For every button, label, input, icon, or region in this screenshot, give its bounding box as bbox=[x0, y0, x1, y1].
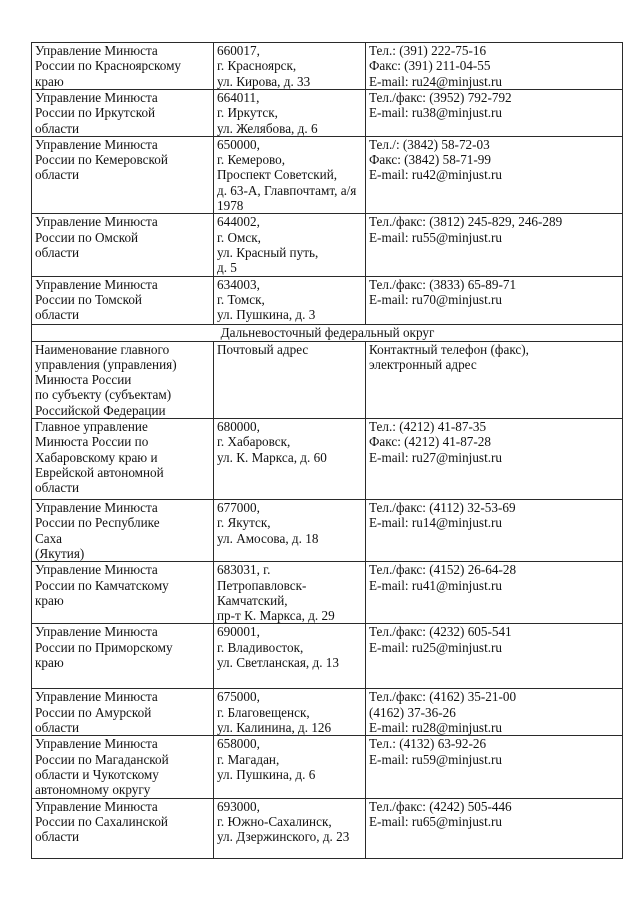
address-line: г. Красноярск, bbox=[217, 58, 297, 74]
cell-address bbox=[214, 214, 366, 276]
cell-address bbox=[214, 689, 366, 736]
contacts-line[interactable]: E-mail: ru70@minjust.ru bbox=[369, 291, 503, 307]
contacts-line: Тел./факс: (3952) 792-792 bbox=[369, 90, 512, 105]
contacts-line[interactable]: E-mail: ru38@minjust.ru bbox=[369, 105, 503, 121]
cell-address bbox=[214, 562, 366, 624]
far-east-rows bbox=[32, 419, 623, 858]
contacts-line: Тел./факс: (4112) 32-53-69 bbox=[369, 500, 516, 516]
address-line: ул. Калинина, д. 126 bbox=[217, 720, 332, 736]
name-line: России по Камчатскому bbox=[35, 577, 169, 593]
address-line: 677000, bbox=[217, 500, 260, 516]
address-line: ул. Желябова, д. 6 bbox=[217, 120, 318, 136]
contacts-line: Тел.: (391) 222-75-16 bbox=[369, 43, 487, 58]
name-line: области bbox=[35, 244, 80, 260]
address-line: 683031, г. bbox=[217, 562, 271, 578]
address-line: Петропавловск- bbox=[217, 577, 307, 593]
contacts-line[interactable]: E-mail: ru59@minjust.ru bbox=[369, 751, 503, 767]
contacts-line: Тел.: (4212) 41-87-35 bbox=[369, 419, 487, 435]
name-line: автономному округу bbox=[35, 782, 151, 798]
name-line: Саха bbox=[35, 530, 62, 546]
cell-address bbox=[214, 136, 366, 213]
table-row bbox=[32, 90, 623, 137]
cell-contacts bbox=[366, 136, 623, 213]
name-line: краю bbox=[35, 655, 64, 671]
header-line: Контактный телефон (факс), bbox=[369, 341, 529, 357]
cell-contacts bbox=[366, 419, 623, 500]
header-line: по субъекту (субъектам) bbox=[35, 387, 172, 403]
name-line: Управление Минюста bbox=[35, 562, 158, 578]
address-line: г. Кемерово, bbox=[217, 152, 286, 168]
address-line: 650000, bbox=[217, 136, 260, 152]
address-line: ул. Дзержинского, д. 23 bbox=[217, 829, 350, 845]
address-line: 1978 bbox=[217, 198, 244, 214]
name-line: России по Республике bbox=[35, 515, 160, 531]
header-line: Наименование главного bbox=[35, 341, 170, 357]
table-row bbox=[32, 276, 623, 324]
name-line: России по Томской bbox=[35, 291, 142, 307]
table-row bbox=[32, 214, 623, 276]
name-line: России по Иркутской bbox=[35, 105, 156, 121]
cell-name bbox=[32, 276, 214, 324]
cell-contacts bbox=[366, 90, 623, 137]
address-line: 658000, bbox=[217, 736, 260, 752]
contacts-line[interactable]: E-mail: ru41@minjust.ru bbox=[369, 577, 503, 593]
address-line: г. Хабаровск, bbox=[217, 434, 291, 450]
address-line: ул. Светланская, д. 13 bbox=[217, 655, 339, 671]
header-line: Российской Федерации bbox=[35, 402, 166, 418]
cell-contacts bbox=[366, 689, 623, 736]
table-row bbox=[32, 689, 623, 736]
name-line: Управление Минюста bbox=[35, 689, 158, 705]
table-row bbox=[32, 562, 623, 624]
address-line: ул. Пушкина, д. 3 bbox=[217, 307, 316, 323]
cell-name bbox=[32, 214, 214, 276]
address-line: г. Южно-Сахалинск, bbox=[217, 813, 332, 829]
address-line: ул. Пушкина, д. 6 bbox=[217, 766, 316, 782]
name-line: Управление Минюста bbox=[35, 798, 158, 814]
minjust-offices-table bbox=[31, 42, 623, 859]
name-line: области bbox=[35, 720, 80, 736]
name-line: Управление Минюста bbox=[35, 276, 158, 292]
header-contacts bbox=[366, 341, 623, 418]
contacts-line[interactable]: E-mail: ru55@minjust.ru bbox=[369, 229, 503, 245]
address-line: ул. К. Маркса, д. 60 bbox=[217, 449, 327, 465]
contacts-line: Факс: (4212) 41-87-28 bbox=[369, 434, 491, 450]
address-line: 634003, bbox=[217, 276, 260, 292]
cell-name bbox=[32, 136, 214, 213]
contacts-line: Тел./факс: (4162) 35-21-00 bbox=[369, 689, 517, 705]
cell-contacts bbox=[366, 562, 623, 624]
address-line: г. Владивосток, bbox=[217, 639, 304, 655]
table-row bbox=[32, 500, 623, 562]
cell-address bbox=[214, 500, 366, 562]
cell-name bbox=[32, 419, 214, 500]
address-line: 644002, bbox=[217, 214, 260, 230]
cell-name bbox=[32, 798, 214, 858]
name-line: (Якутия) bbox=[35, 545, 85, 561]
name-line: краю bbox=[35, 592, 64, 608]
contacts-line[interactable]: E-mail: ru25@minjust.ru bbox=[369, 639, 503, 655]
address-line: г. Иркутск, bbox=[217, 105, 278, 121]
contacts-line: Тел./факс: (4232) 605-541 bbox=[369, 624, 512, 640]
address-line: д. 63-А, Главпочтамт, а/я bbox=[217, 182, 357, 198]
cell-contacts bbox=[366, 736, 623, 798]
contacts-line[interactable]: E-mail: ru24@minjust.ru bbox=[369, 73, 503, 89]
name-line: области bbox=[35, 829, 80, 845]
name-line: Главное управление bbox=[35, 419, 148, 435]
contacts-line: Тел./факс: (4152) 26-64-28 bbox=[369, 562, 517, 578]
contacts-line[interactable]: E-mail: ru28@minjust.ru bbox=[369, 720, 503, 736]
contacts-line[interactable]: E-mail: ru42@minjust.ru bbox=[369, 167, 503, 183]
name-line: Управление Минюста bbox=[35, 500, 158, 516]
cell-address bbox=[214, 736, 366, 798]
table-row bbox=[32, 736, 623, 798]
contacts-line: Тел./: (3842) 58-72-03 bbox=[369, 136, 490, 152]
name-line: России по Амурской bbox=[35, 704, 152, 720]
name-line: области bbox=[35, 307, 80, 323]
table-row bbox=[32, 43, 623, 90]
table-row bbox=[32, 419, 623, 500]
contacts-line: Тел.: (4132) 63-92-26 bbox=[369, 736, 487, 752]
address-line: г. Томск, bbox=[217, 291, 265, 307]
column-header-row bbox=[32, 341, 623, 418]
table-row bbox=[32, 798, 623, 858]
contacts-line: Тел./факс: (3812) 245-829, 246-289 bbox=[369, 214, 563, 230]
cell-name bbox=[32, 500, 214, 562]
address-line: 693000, bbox=[217, 798, 260, 814]
cell-address bbox=[214, 798, 366, 858]
far-east-section bbox=[32, 324, 623, 418]
contacts-line[interactable]: E-mail: ru14@minjust.ru bbox=[369, 515, 503, 531]
cell-name bbox=[32, 43, 214, 90]
cell-contacts bbox=[366, 276, 623, 324]
name-line: России по Магаданской bbox=[35, 751, 169, 767]
cell-address bbox=[214, 276, 366, 324]
name-line: Минюста России по bbox=[35, 434, 149, 450]
cell-name bbox=[32, 689, 214, 736]
address-line: 680000, bbox=[217, 419, 260, 435]
contacts-line: (4162) 37-36-26 bbox=[369, 704, 456, 720]
name-line: России по Приморскому bbox=[35, 639, 173, 655]
name-line: Управление Минюста bbox=[35, 624, 158, 640]
cell-address bbox=[214, 43, 366, 90]
address-line: д. 5 bbox=[217, 260, 237, 276]
address-line: 690001, bbox=[217, 624, 260, 640]
header-line: электронный адрес bbox=[369, 356, 477, 372]
header-address bbox=[214, 341, 366, 418]
contacts-line: Тел./факс: (4242) 505-446 bbox=[369, 798, 512, 814]
header-name bbox=[32, 341, 214, 418]
address-line: г. Омск, bbox=[217, 229, 261, 245]
cell-name bbox=[32, 90, 214, 137]
header-line: Почтовый адрес bbox=[217, 341, 309, 357]
cell-contacts bbox=[366, 624, 623, 689]
cell-address bbox=[214, 90, 366, 137]
cell-name bbox=[32, 736, 214, 798]
address-line: 660017, bbox=[217, 43, 260, 58]
address-line: пр-т К. Маркса, д. 29 bbox=[217, 608, 335, 624]
contacts-line[interactable]: E-mail: ru65@minjust.ru bbox=[369, 813, 503, 829]
name-line: Еврейской автономной bbox=[35, 464, 164, 480]
name-line: Управление Минюста bbox=[35, 90, 158, 105]
name-line: области и Чукотскому bbox=[35, 766, 159, 782]
contacts-line: Факс: (391) 211-04-55 bbox=[369, 58, 491, 74]
address-line: г. Якутск, bbox=[217, 515, 271, 531]
header-line: управления (управления) bbox=[35, 356, 177, 372]
cell-contacts bbox=[366, 214, 623, 276]
name-line: России по Красноярскому bbox=[35, 58, 182, 74]
address-line: Проспект Советский, bbox=[217, 167, 338, 183]
cell-contacts bbox=[366, 798, 623, 858]
name-line: России по Сахалинской bbox=[35, 813, 168, 829]
name-line: области bbox=[35, 167, 80, 183]
header-line: Минюста России bbox=[35, 372, 132, 388]
address-line: г. Магадан, bbox=[217, 751, 280, 767]
table-row bbox=[32, 624, 623, 689]
name-line: краю bbox=[35, 73, 64, 89]
cell-address bbox=[214, 624, 366, 689]
name-line: Управление Минюста bbox=[35, 136, 158, 152]
table-row bbox=[32, 136, 623, 213]
name-line: Управление Минюста bbox=[35, 214, 158, 230]
section-title: Дальневосточный федеральный округ bbox=[32, 324, 623, 341]
contacts-line: Факс: (3842) 58-71-99 bbox=[369, 152, 491, 168]
section-header-row bbox=[32, 324, 623, 341]
name-line: России по Кемеровской bbox=[35, 152, 168, 168]
name-line: России по Омской bbox=[35, 229, 139, 245]
cell-name bbox=[32, 562, 214, 624]
address-line: г. Благовещенск, bbox=[217, 704, 310, 720]
contacts-line[interactable]: E-mail: ru27@minjust.ru bbox=[369, 449, 503, 465]
siberian-rows bbox=[32, 43, 623, 325]
address-line: 664011, bbox=[217, 90, 260, 105]
cell-contacts bbox=[366, 500, 623, 562]
cell-contacts bbox=[366, 43, 623, 90]
name-line: Хабаровскому краю и bbox=[35, 449, 158, 465]
contacts-line: Тел./факс: (3833) 65-89-71 bbox=[369, 276, 517, 292]
address-line: Камчатский, bbox=[217, 592, 288, 608]
name-line: области bbox=[35, 120, 80, 136]
address-line: 675000, bbox=[217, 689, 260, 705]
name-line: Управление Минюста bbox=[35, 736, 158, 752]
name-line: Управление Минюста bbox=[35, 43, 158, 58]
name-line: области bbox=[35, 480, 80, 496]
address-line: ул. Красный путь, bbox=[217, 244, 319, 260]
address-line: ул. Кирова, д. 33 bbox=[217, 73, 311, 89]
cell-address bbox=[214, 419, 366, 500]
address-line: ул. Амосова, д. 18 bbox=[217, 530, 319, 546]
cell-name bbox=[32, 624, 214, 689]
